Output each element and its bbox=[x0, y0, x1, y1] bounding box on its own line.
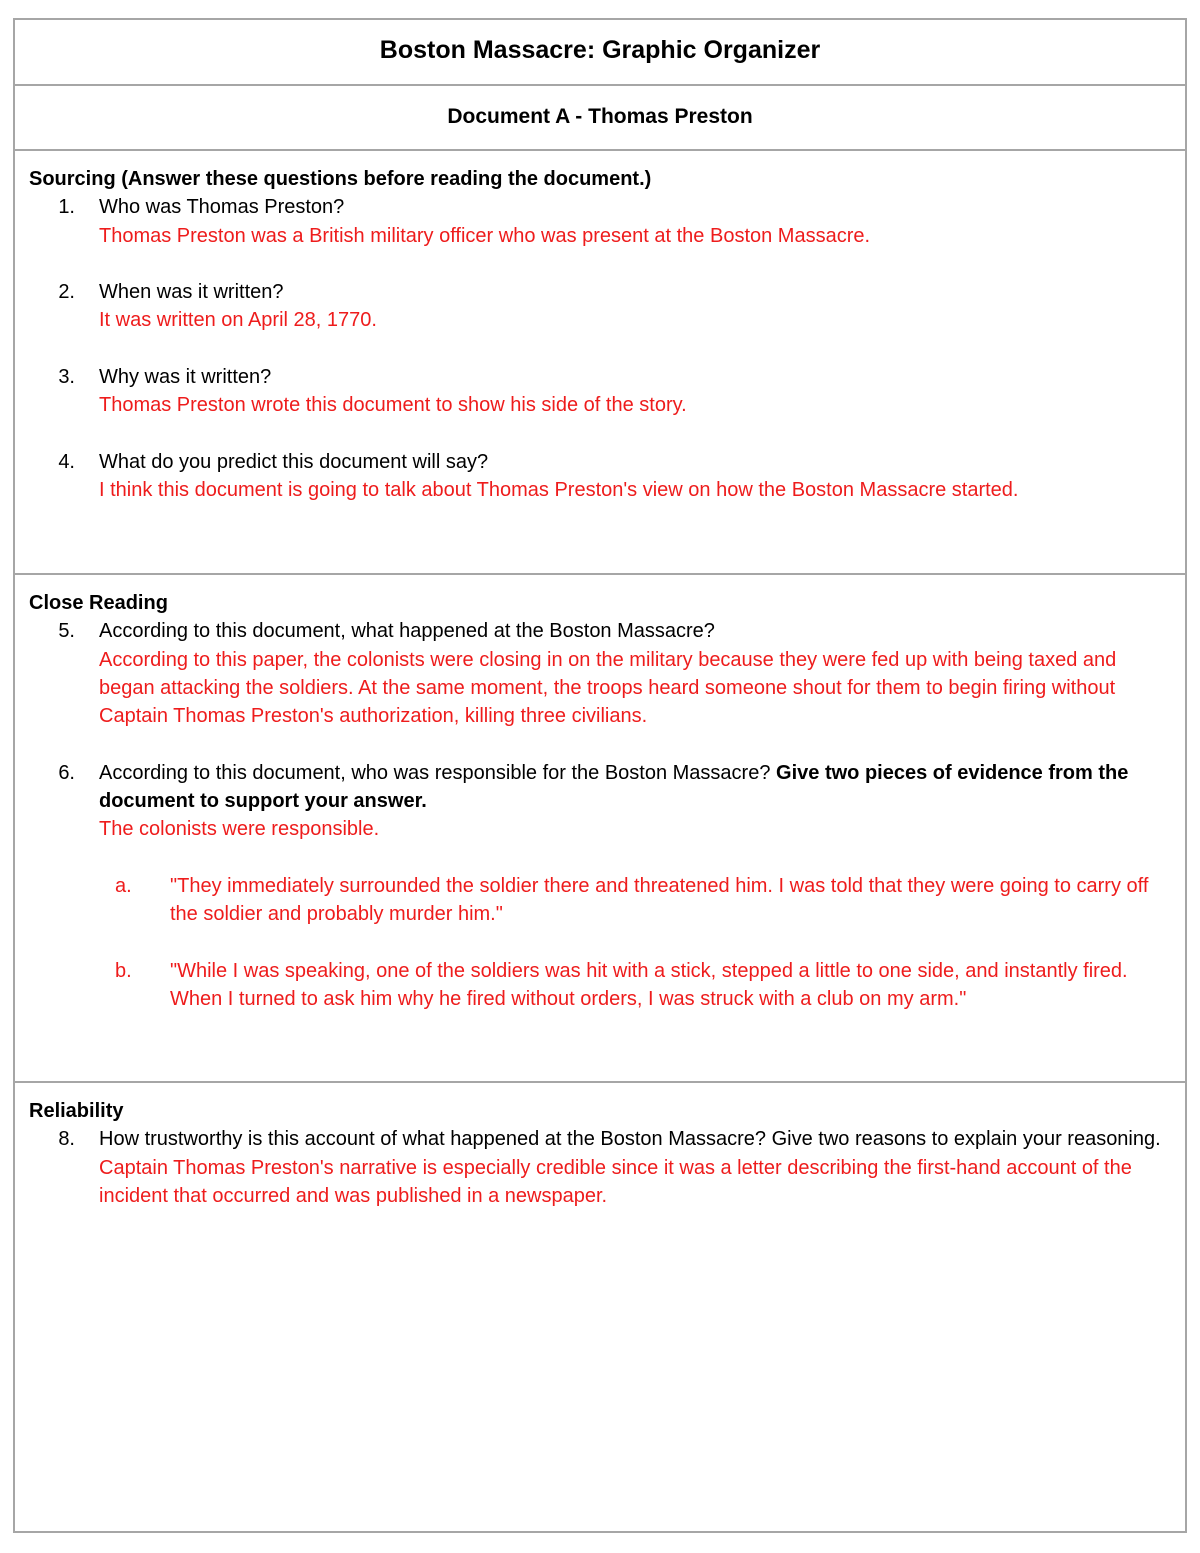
reliability-heading: Reliability bbox=[29, 1100, 124, 1122]
question-number: 8. bbox=[58, 1128, 75, 1151]
evidence-label: a. bbox=[115, 874, 132, 897]
question-number: 3. bbox=[58, 366, 75, 389]
question-text: When was it written? bbox=[99, 281, 284, 304]
question-text bbox=[99, 759, 1171, 816]
close-reading-section bbox=[15, 575, 1185, 1083]
question-5 bbox=[29, 617, 1171, 730]
question-text: Who was Thomas Preston? bbox=[99, 196, 345, 219]
page-title: Boston Massacre: Graphic Organizer bbox=[379, 36, 821, 64]
question-text-bold: Give two pieces of evidence from the document to support your answer. bbox=[99, 761, 1129, 813]
answer-text: The colonists were responsible. bbox=[99, 818, 380, 841]
answer-text: Captain Thomas Preston's narrative is especially credible since it was a letter describing the first-hand account of the incident that occurred and was published in a newspaper. bbox=[99, 1156, 1132, 1207]
evidence-text: "While I was speaking, one of the soldiers was hit with a stick, stepped a little to one side, and instantly fired. When I turned to ask him why he fired without orders, I was struck with a club on my arm." bbox=[170, 959, 1128, 1011]
question-text: According to this document, what happened at the Boston Massacre? bbox=[99, 620, 715, 643]
question-text: Why was it written? bbox=[99, 366, 272, 389]
question-6 bbox=[29, 759, 1171, 844]
graphic-organizer-table bbox=[13, 18, 1187, 1533]
question-number: 2. bbox=[58, 281, 75, 304]
evidence-b bbox=[29, 957, 1171, 1014]
question-number: 1. bbox=[58, 196, 75, 219]
sourcing-content bbox=[29, 165, 1171, 505]
evidence-text: "They immediately surrounded the soldier there and threatened him. I was told that they were going to carry off the soldier and probably murder him." bbox=[170, 874, 1149, 926]
question-8 bbox=[29, 1125, 1171, 1210]
question-text: How trustworthy is this account of what happened at the Boston Massacre? Give two reasons to explain your reasoning. bbox=[99, 1128, 1161, 1151]
question-text-plain: According to this document, who was responsible for the Boston Massacre? bbox=[99, 761, 771, 784]
question-text: What do you predict this document will say? bbox=[99, 450, 489, 473]
question-number: 5. bbox=[58, 620, 75, 643]
question-number: 4. bbox=[58, 450, 75, 473]
question-2 bbox=[29, 278, 1171, 335]
question-3 bbox=[29, 363, 1171, 420]
reliability-section bbox=[15, 1083, 1185, 1531]
question-1 bbox=[29, 193, 1171, 250]
sourcing-heading: Sourcing (Answer these questions before reading the document.) bbox=[29, 168, 652, 190]
close-reading-heading: Close Reading bbox=[29, 592, 168, 614]
answer-text: According to this paper, the colonists were closing in on the military because they were fed up with being taxed and began attacking the soldiers. At the same moment, the troops heard someone shout for them to begin firing without Captain Thomas Preston's authorization, killing three civilians. bbox=[99, 648, 1117, 728]
sourcing-section bbox=[15, 151, 1185, 575]
reliability-content bbox=[29, 1097, 1171, 1210]
evidence-label: b. bbox=[115, 959, 132, 982]
answer-text: Thomas Preston wrote this document to show his side of the story. bbox=[99, 394, 687, 417]
question-number: 6. bbox=[58, 761, 75, 784]
answer-text: I think this document is going to talk about Thomas Preston's view on how the Boston Massacre started. bbox=[99, 479, 1019, 502]
document-heading-row bbox=[15, 86, 1185, 151]
evidence-a bbox=[29, 872, 1171, 929]
document-heading: Document A - Thomas Preston bbox=[447, 105, 753, 128]
question-4 bbox=[29, 448, 1171, 505]
answer-text: It was written on April 28, 1770. bbox=[99, 309, 377, 332]
title-row bbox=[15, 20, 1185, 86]
close-reading-content bbox=[29, 589, 1171, 1013]
answer-text: Thomas Preston was a British military officer who was present at the Boston Massacre. bbox=[99, 224, 871, 247]
